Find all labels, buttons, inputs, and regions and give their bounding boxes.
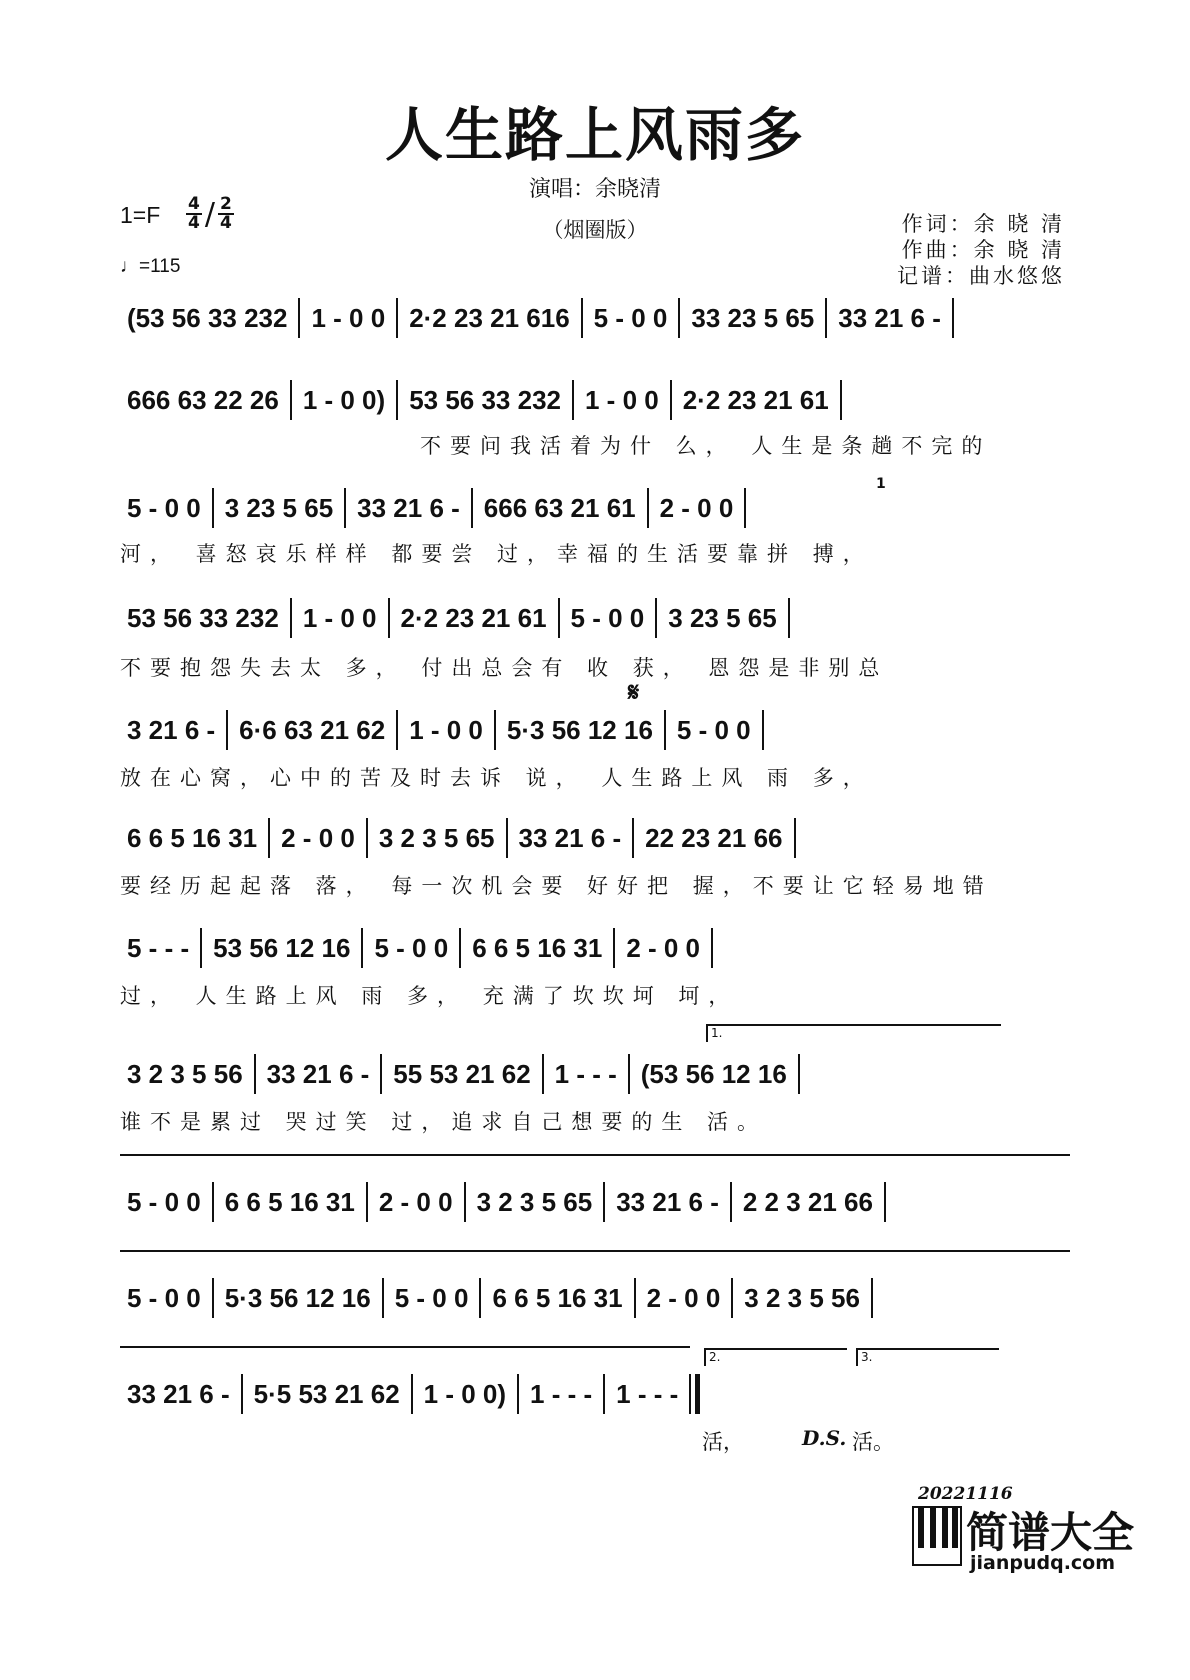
score-row bbox=[120, 298, 1070, 338]
measure: 33 21 6 - bbox=[838, 302, 941, 333]
barline bbox=[634, 1278, 636, 1318]
barline bbox=[344, 488, 346, 528]
barline bbox=[794, 818, 796, 858]
measure: (53 56 33 232 bbox=[127, 302, 288, 333]
barline bbox=[459, 928, 461, 968]
barline bbox=[730, 1182, 732, 1222]
measure: 5 - 0 0 bbox=[676, 714, 751, 745]
ds-marking: D.S. bbox=[802, 1426, 847, 1450]
site-name: 简谱大全 bbox=[966, 1508, 1135, 1557]
barline bbox=[798, 1054, 800, 1094]
system-line bbox=[120, 1250, 1070, 1252]
score-row bbox=[120, 710, 1070, 750]
measure: 6 6 5 16 31 bbox=[127, 822, 258, 853]
barline bbox=[506, 818, 508, 858]
measure: 5 - 0 0 bbox=[394, 1282, 469, 1313]
ending-bracket-1: 1. bbox=[706, 1024, 1001, 1042]
first-ending-mark: 1 bbox=[876, 476, 886, 492]
measure: 3 2 3 5 65 bbox=[378, 822, 495, 853]
score-row bbox=[120, 1374, 1070, 1414]
measure: 1 - - - bbox=[554, 1058, 617, 1089]
composer-credit: 作曲：余 晓 清 bbox=[901, 238, 1065, 262]
measure: 5 - 0 0 bbox=[127, 1186, 201, 1217]
measure: 3 23 5 65 bbox=[224, 492, 334, 523]
barline bbox=[411, 1374, 413, 1414]
score-row bbox=[120, 1054, 1070, 1094]
barline bbox=[825, 298, 827, 338]
barline bbox=[361, 928, 363, 968]
measure: 5·5 53 21 62 bbox=[253, 1378, 400, 1409]
score-row bbox=[120, 928, 1070, 968]
transcriber-credit: 记谱：曲水悠悠 bbox=[897, 264, 1065, 288]
version-label: （烟圈版） bbox=[542, 218, 648, 242]
barline bbox=[628, 1054, 630, 1094]
measure: 33 21 6 - bbox=[518, 822, 622, 853]
barline bbox=[226, 710, 228, 750]
measure: 1 - 0 0 bbox=[409, 714, 483, 745]
barline bbox=[396, 298, 398, 338]
measure: 5·3 56 12 16 bbox=[224, 1282, 371, 1313]
time-signature: $\frac{4}{4}$ / $\frac{2}{4}$ bbox=[188, 194, 232, 233]
barline bbox=[952, 298, 954, 338]
site-url: jianpudq.com bbox=[970, 1552, 1116, 1574]
barline bbox=[788, 598, 790, 638]
score-row bbox=[120, 598, 1070, 638]
segno-sign: 𝄋 bbox=[628, 678, 640, 708]
barline bbox=[290, 380, 292, 420]
barline bbox=[464, 1182, 466, 1222]
lyric-line: 要经历起起落 落， 每一次机会要 好好把 握，不要让它轻易地错 bbox=[120, 874, 993, 898]
barline bbox=[542, 1054, 544, 1094]
measure: (53 56 12 16 bbox=[640, 1058, 787, 1089]
barline bbox=[689, 1374, 700, 1414]
measure: 2 - 0 0 bbox=[281, 822, 355, 853]
score-row bbox=[120, 1182, 1070, 1222]
measure: 53 56 33 232 bbox=[409, 384, 561, 415]
barline bbox=[290, 598, 292, 638]
barline bbox=[200, 928, 202, 968]
barline bbox=[731, 1278, 733, 1318]
system-line bbox=[120, 1346, 690, 1348]
score-row bbox=[120, 488, 1070, 528]
lyric-line: 河， 喜怒哀乐样样 都要尝 过，幸福的生活要靠拼 搏， bbox=[120, 542, 873, 566]
barline bbox=[744, 488, 746, 528]
meter-a-den: 4 bbox=[188, 213, 200, 233]
measure: 33 21 6 - bbox=[127, 1378, 230, 1409]
barline bbox=[572, 380, 574, 420]
barline bbox=[840, 380, 842, 420]
measure: 3 2 3 5 56 bbox=[744, 1282, 860, 1313]
measure: 6 6 5 16 31 bbox=[472, 932, 603, 963]
measure: 1 - 0 0 bbox=[585, 384, 659, 415]
measure: 1 - 0 0 bbox=[302, 602, 377, 633]
measure: 3 21 6 - bbox=[127, 714, 216, 745]
barline bbox=[678, 298, 680, 338]
barline bbox=[711, 928, 713, 968]
score-row bbox=[120, 1278, 1070, 1318]
measure: 2 2 3 21 66 bbox=[742, 1186, 873, 1217]
barline bbox=[632, 818, 634, 858]
measure: 2 - 0 0 bbox=[659, 492, 734, 523]
measure: 55 53 21 62 bbox=[393, 1058, 531, 1089]
ending-bracket-2: 2. bbox=[704, 1348, 847, 1366]
measure: 1 - - - bbox=[530, 1378, 593, 1409]
barline bbox=[241, 1374, 243, 1414]
meter-b-num: 2 bbox=[219, 194, 232, 214]
barline bbox=[647, 488, 649, 528]
measure: 33 21 6 - bbox=[266, 1058, 370, 1089]
barline bbox=[479, 1278, 481, 1318]
barline bbox=[396, 710, 398, 750]
barline bbox=[212, 1278, 214, 1318]
barline bbox=[396, 380, 398, 420]
measure: 5·3 56 12 16 bbox=[506, 714, 653, 745]
barline bbox=[670, 380, 672, 420]
measure: 53 56 33 232 bbox=[127, 602, 279, 633]
ending-bracket-3: 3. bbox=[856, 1348, 999, 1366]
key-signature: 1=F bbox=[120, 202, 161, 228]
meter-b-den: 4 bbox=[219, 213, 232, 233]
measure: 2 - 0 0 bbox=[626, 932, 701, 963]
system-line bbox=[120, 1154, 1070, 1156]
meter-a-num: 4 bbox=[188, 194, 200, 214]
measure: 33 21 6 - bbox=[357, 492, 460, 523]
barline bbox=[298, 298, 300, 338]
measure: 3 2 3 5 56 bbox=[127, 1058, 243, 1089]
singer-credit: 演唱：余晓清 bbox=[528, 177, 661, 202]
lyric-line: 不要问我活着为什 么， 人生是条趟不完的 bbox=[420, 434, 992, 458]
barline bbox=[212, 488, 214, 528]
barline bbox=[382, 1278, 384, 1318]
lyric-line: 过， 人生路上风 雨 多， 充满了坎坎坷 坷， bbox=[120, 984, 739, 1008]
barline bbox=[366, 1182, 368, 1222]
measure: 666 63 21 61 bbox=[483, 492, 636, 523]
barline bbox=[762, 710, 764, 750]
barline bbox=[388, 598, 390, 638]
barline bbox=[494, 710, 496, 750]
measure: 2·2 23 21 616 bbox=[409, 302, 570, 333]
tempo-marking: ♩=115 bbox=[120, 256, 181, 277]
measure: 53 56 12 16 bbox=[213, 932, 351, 963]
date-stamp: 20221116 bbox=[918, 1484, 1013, 1504]
measure: 1 - 0 0 bbox=[311, 302, 386, 333]
measure: 1 - - - bbox=[616, 1378, 679, 1409]
measure: 5 - 0 0 bbox=[570, 602, 645, 633]
lyric-line: 放在心窝，心中的苦及时去诉 说， 人生路上风 雨 多， bbox=[120, 766, 873, 790]
piano-logo-icon bbox=[912, 1506, 962, 1566]
final-lyric-a: 活， bbox=[702, 1430, 744, 1454]
measure: 5 - 0 0 bbox=[593, 302, 668, 333]
measure: 33 23 5 65 bbox=[691, 302, 815, 333]
measure: 6 6 5 16 31 bbox=[224, 1186, 355, 1217]
measure: 6 6 5 16 31 bbox=[492, 1282, 623, 1313]
measure: 5 - 0 0 bbox=[374, 932, 449, 963]
barline bbox=[558, 598, 560, 638]
measure: 2·2 23 21 61 bbox=[400, 602, 547, 633]
measure: 5 - 0 0 bbox=[127, 1282, 201, 1313]
measure: 3 23 5 65 bbox=[668, 602, 777, 633]
barline bbox=[380, 1054, 382, 1094]
barline bbox=[603, 1374, 605, 1414]
barline bbox=[268, 818, 270, 858]
barline bbox=[603, 1182, 605, 1222]
final-lyric-b: 活。 bbox=[852, 1430, 894, 1454]
lyric-line: 不要抱怨失去太 多， 付出总会有 收 获， 恩怨是非别总 bbox=[120, 656, 889, 680]
measure: 5 - 0 0 bbox=[127, 492, 201, 523]
barline bbox=[581, 298, 583, 338]
barline bbox=[884, 1182, 886, 1222]
measure: 3 2 3 5 65 bbox=[476, 1186, 593, 1217]
measure: 22 23 21 66 bbox=[645, 822, 783, 853]
score-row bbox=[120, 380, 1070, 420]
lyricist-credit: 作词：余 晓 清 bbox=[901, 212, 1065, 236]
measure: 33 21 6 - bbox=[616, 1186, 719, 1217]
page-title: 人生路上风雨多 bbox=[384, 101, 805, 169]
barline bbox=[212, 1182, 214, 1222]
barline bbox=[471, 488, 473, 528]
measure: 5 - - - bbox=[127, 932, 190, 963]
score-row bbox=[120, 818, 1070, 858]
barline bbox=[871, 1278, 873, 1318]
measure: 2 - 0 0 bbox=[646, 1282, 721, 1313]
barline bbox=[664, 710, 666, 750]
barline bbox=[517, 1374, 519, 1414]
barline bbox=[655, 598, 657, 638]
measure: 666 63 22 26 bbox=[127, 384, 279, 415]
measure: 1 - 0 0) bbox=[423, 1378, 507, 1409]
measure: 1 - 0 0) bbox=[302, 384, 386, 415]
lyric-line: 谁不是累过 哭过笑 过，追求自己想要的生 活。 bbox=[120, 1110, 768, 1134]
barline bbox=[613, 928, 615, 968]
measure: 2·2 23 21 61 bbox=[682, 384, 829, 415]
measure: 6·6 63 21 62 bbox=[239, 714, 386, 745]
measure: 2 - 0 0 bbox=[378, 1186, 453, 1217]
barline bbox=[254, 1054, 256, 1094]
barline bbox=[366, 818, 368, 858]
